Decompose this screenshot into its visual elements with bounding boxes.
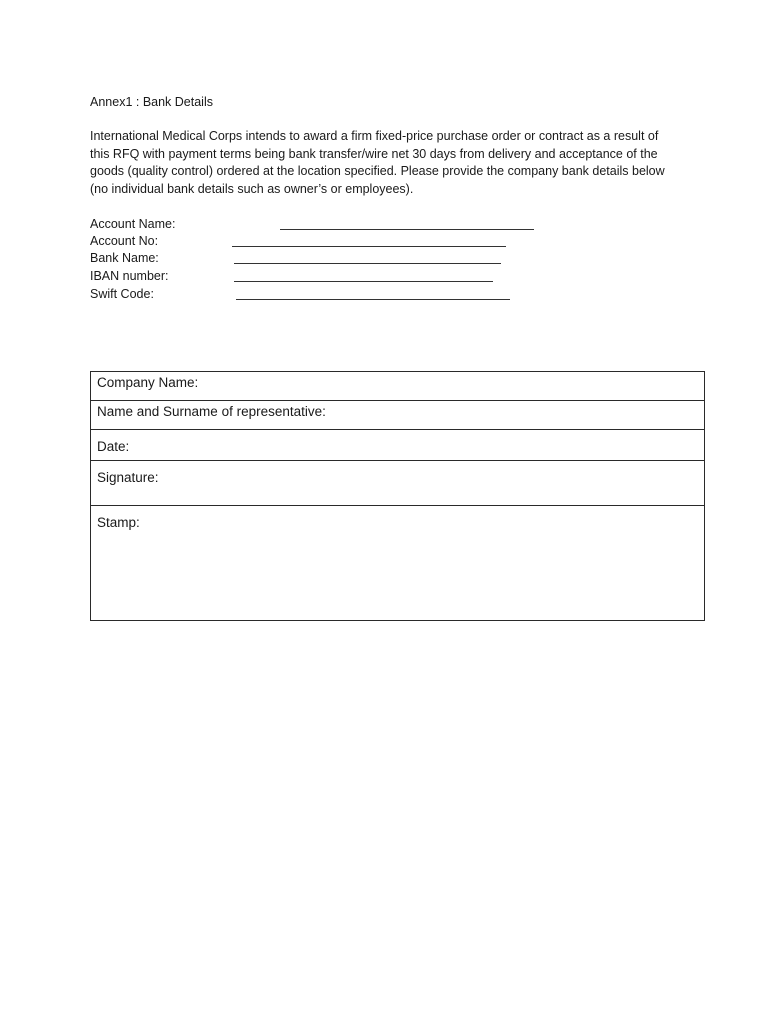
bank-field-swift-line[interactable]	[236, 299, 510, 300]
bank-field-bank-name-line[interactable]	[234, 263, 501, 264]
intro-line: goods (quality control) ordered at the location specified. Please provide the company bank details below	[90, 164, 665, 178]
form-label: Signature:	[97, 470, 159, 485]
bank-field-swift-label: Swift Code:	[90, 287, 154, 301]
bank-field-account-name-label: Account Name:	[90, 217, 176, 231]
form-row-stamp[interactable]	[91, 506, 704, 620]
bank-field-bank-name-label: Bank Name:	[90, 251, 159, 265]
form-row-date[interactable]	[91, 430, 704, 461]
form-label: Company Name:	[97, 375, 199, 390]
form-row-company-name[interactable]	[91, 372, 704, 401]
bank-field-account-name-line[interactable]	[280, 229, 534, 230]
form-label: Stamp:	[97, 515, 140, 530]
form-row-representative[interactable]	[91, 401, 704, 430]
bank-field-account-no-label: Account No:	[90, 234, 159, 248]
form-label: Date:	[97, 439, 130, 454]
intro-line: International Medical Corps intends to award a firm fixed-price purchase order or contract as a result of	[90, 129, 659, 143]
bank-field-iban-line[interactable]	[234, 281, 493, 282]
bank-field-account-no-line[interactable]	[232, 246, 506, 247]
form-row-signature[interactable]	[91, 461, 704, 506]
form-label: Name and Surname of representative:	[97, 404, 326, 419]
intro-line: this RFQ with payment terms being bank transfer/wire net 30 days from delivery and acceptance of the	[90, 146, 658, 161]
bank-field-iban-label: IBAN number:	[90, 269, 169, 283]
annex-heading: Annex1 : Bank Details	[90, 95, 213, 109]
intro-paragraph	[90, 128, 700, 198]
company-form-table	[90, 371, 705, 621]
intro-line: (no individual bank details such as owner’s or employees).	[90, 181, 414, 196]
